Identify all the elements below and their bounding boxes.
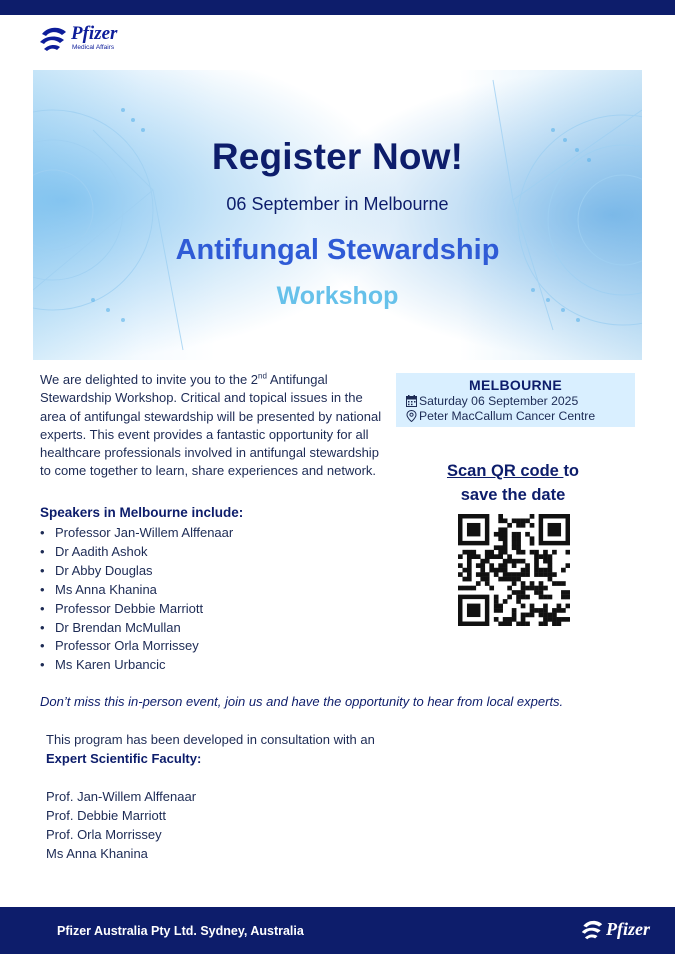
footer-pfizer-logo xyxy=(580,918,650,940)
intro-paragraph xyxy=(40,371,390,481)
top-bar xyxy=(0,0,675,15)
speakers-list xyxy=(40,524,233,675)
footer-bar xyxy=(0,907,675,954)
calendar-icon xyxy=(406,395,417,407)
program-statement xyxy=(46,731,476,768)
speaker-name: Ms Anna Khanina xyxy=(55,581,157,597)
venue-box xyxy=(396,373,635,427)
list-item: • Dr Brendan McMullan xyxy=(40,619,233,638)
list-item: • Professor Debbie Marriott xyxy=(40,600,233,619)
venue-date: Saturday 06 September 2025 xyxy=(419,394,579,408)
scan-qr-underlined: Scan QR code xyxy=(446,462,564,480)
logo-subtitle: Medical Affairs xyxy=(72,44,115,51)
qr-code[interactable] xyxy=(458,514,570,626)
speakers-heading: Speakers in Melbourne include: xyxy=(40,505,244,520)
intro-superscript: nd xyxy=(258,371,267,381)
list-item: Prof. Jan-Willem Alffenaar xyxy=(46,789,197,804)
speaker-name: Dr Aadith Ashok xyxy=(55,543,148,559)
venue-location-line xyxy=(406,409,595,423)
register-now-title: Register Now! xyxy=(211,136,464,177)
pfizer-logo-icon xyxy=(580,918,604,940)
list-item: • Dr Abby Douglas xyxy=(40,562,233,581)
intro-text-part2: Antifungal Stewardship Workshop. Critical and topical issues in the area of antifungal stewardship will be presented by national experts. This event provides a fantastic opportunity for all healthcare professionals involved in antifungal stewardship to come together to learn, share experiences and network. xyxy=(40,372,382,479)
venue-date-line xyxy=(406,394,578,408)
speaker-name: Professor Debbie Marriott xyxy=(55,600,204,616)
event-date-subtitle: 06 September in Melbourne xyxy=(226,194,449,214)
workshop-title-line2: Workshop xyxy=(276,282,399,310)
speaker-name: Professor Orla Morrissey xyxy=(55,638,199,654)
pfizer-logo xyxy=(38,24,117,60)
venue-location: Peter MacCallum Cancer Centre xyxy=(419,409,596,423)
list-item: • Dr Aadith Ashok xyxy=(40,543,233,562)
list-item: • Ms Anna Khanina xyxy=(40,581,233,600)
list-item: • Professor Orla Morrissey xyxy=(40,637,233,656)
speaker-name: Dr Abby Douglas xyxy=(55,562,153,578)
event-note: Don’t miss this in-person event, join us and have the opportunity to hear from local experts. xyxy=(40,694,564,709)
list-item: • Professor Jan-Willem Alffenaar xyxy=(40,524,233,543)
banner-decoration xyxy=(33,70,642,360)
pfizer-logo-icon xyxy=(38,24,68,52)
list-item: • Ms Karen Urbancic xyxy=(40,656,233,675)
hero-banner xyxy=(33,70,642,360)
scan-qr-line2: save the date xyxy=(460,486,566,504)
speaker-name: Professor Jan-Willem Alffenaar xyxy=(55,525,234,540)
scan-qr-heading xyxy=(408,459,618,507)
speaker-name: Dr Brendan McMullan xyxy=(55,619,181,635)
list-item: Ms Anna Khanina xyxy=(46,845,148,861)
speaker-name: Ms Karen Urbancic xyxy=(55,657,166,673)
venue-city: MELBOURNE xyxy=(469,377,562,393)
logo-wordmark: Pfizer xyxy=(71,23,118,44)
footer-company: Pfizer Australia Pty Ltd. Sydney, Australia xyxy=(57,924,304,938)
program-text: This program has been developed in consultation with an xyxy=(46,732,375,747)
list-item: Prof. Debbie Marriott xyxy=(46,807,166,823)
scan-qr-rest: to xyxy=(563,462,580,480)
intro-text-part1: We are delighted to invite you to the 2 xyxy=(40,372,259,387)
location-pin-icon xyxy=(406,410,417,422)
list-item: Prof. Orla Morrissey xyxy=(46,826,162,842)
footer-logo-wordmark: Pfizer xyxy=(606,918,650,939)
faculty-heading: Expert Scientific Faculty: xyxy=(46,750,202,766)
faculty-list xyxy=(46,788,196,864)
workshop-title-line1: Antifungal Stewardship xyxy=(175,234,500,266)
